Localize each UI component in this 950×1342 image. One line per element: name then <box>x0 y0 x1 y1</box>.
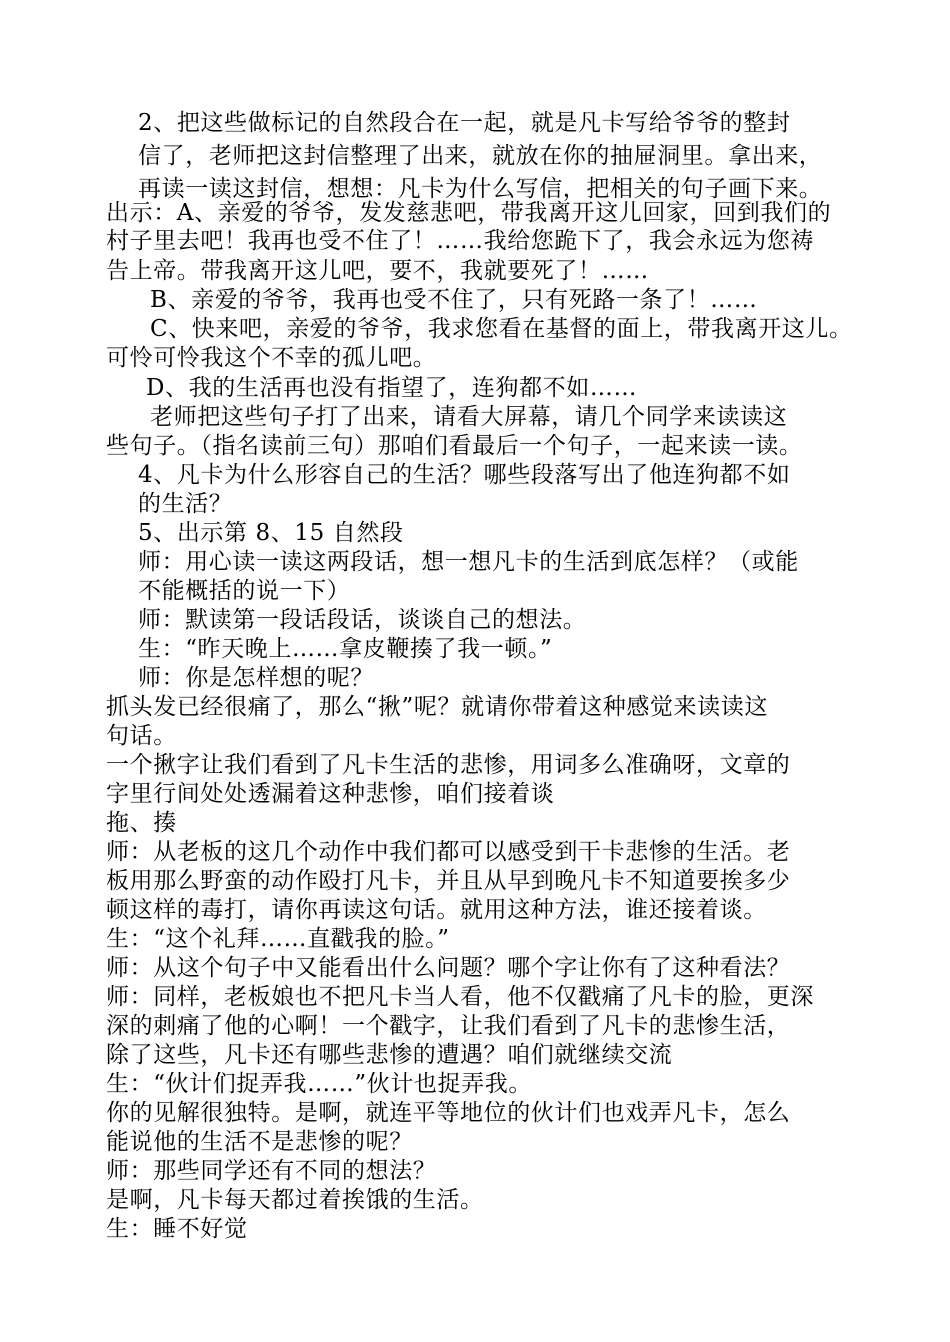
text-line: 除了这些，凡卡还有哪些悲惨的遭遇？咱们就继续交流 <box>106 1042 673 1068</box>
text-line: 老师把这些句子打了出来，请看大屏幕，请几个同学来读读这 <box>150 404 788 430</box>
text-line: 字里行间处处透漏着这种悲惨，咱们接着谈 <box>106 781 555 807</box>
text-line: 生：“昨天晚上……拿皮鞭揍了我一顿。” <box>138 636 553 662</box>
text-line: 是啊，凡卡每天都过着挨饿的生活。 <box>106 1187 484 1213</box>
text-line: 抓头发已经很痛了，那么“揪”呢？就请你带着这种感觉来读读这 <box>106 694 768 720</box>
text-line: 村子里去吧！我再也受不住了！……我给您跪下了，我会永远为您祷 <box>106 228 814 254</box>
text-line: 句话。 <box>106 723 177 749</box>
text-line: 师：那些同学还有不同的想法？ <box>106 1158 437 1184</box>
text-line: 的生活？ <box>138 491 233 517</box>
text-line: 师：你是怎样想的呢？ <box>138 665 374 691</box>
text-line: 师：从老板的这几个动作中我们都可以感受到干卡悲惨的生活。老 <box>106 839 791 865</box>
text-line: 师：用心读一读这两段话，想一想凡卡的生活到底怎样？（或能 <box>138 549 799 575</box>
text-line: 师：默读第一段话段话，谈谈自己的想法。 <box>138 607 587 633</box>
text-line: 拖、揍 <box>106 810 177 836</box>
text-line: 师：从这个句子中又能看出什么问题？哪个字让你有了这种看法？ <box>106 955 791 981</box>
text-line: 顿这样的毒打，请你再读这句话。就用这种方法，谁还接着谈。 <box>106 897 767 923</box>
text-line: 能说他的生活不是悲惨的呢？ <box>106 1129 413 1155</box>
text-line: 生：“伙计们捉弄我……”伙计也捉弄我。 <box>106 1071 532 1097</box>
text-line: 你的见解很独特。是啊，就连平等地位的伙计们也戏弄凡卡，怎么 <box>106 1100 791 1126</box>
text-line: 告上帝。带我离开这儿吧，要不，我就要死了！…… <box>106 258 649 284</box>
text-line: 些句子。（指名读前三句）那咱们看最后一个句子，一起来读一读。 <box>106 433 803 459</box>
text-line: C、快来吧，亲爱的爷爷，我求您看在基督的面上，带我离开这儿。 <box>150 316 853 342</box>
text-line: 可怜可怜我这个不幸的孤儿吧。 <box>106 345 437 371</box>
text-line: 再读一读这封信，想想：凡卡为什么写信，把相关的句子画下来。 <box>138 176 823 202</box>
text-line: 2、把这些做标记的自然段合在一起，就是凡卡写给爷爷的整封 <box>138 110 791 136</box>
text-line: 生：“这个礼拜……直戳我的脸。” <box>106 926 450 952</box>
text-line: 生：睡不好觉 <box>106 1216 248 1242</box>
text-line: 不能概括的说一下） <box>138 578 351 604</box>
text-line: 板用那么野蛮的动作殴打凡卡，并且从早到晚凡卡不知道要挨多少 <box>106 868 791 894</box>
text-line: 一个揪字让我们看到了凡卡生活的悲惨，用词多么准确呀，文章的 <box>106 752 791 778</box>
text-line: 信了，老师把这封信整理了出来，就放在你的抽屉洞里。拿出来， <box>138 143 823 169</box>
text-line: 深的刺痛了他的心啊！一个戳字，让我们看到了凡卡的悲惨生活， <box>106 1013 791 1039</box>
text-line: 出示：A、亲爱的爷爷，发发慈悲吧，带我离开这儿回家，回到我们的 <box>106 200 832 226</box>
text-line: D、我的生活再也没有指望了，连狗都不如…… <box>146 375 638 401</box>
text-line: 5、出示第 8、15 自然段 <box>138 520 404 546</box>
text-line: 师：同样，老板娘也不把凡卡当人看，他不仅戳痛了凡卡的脸，更深 <box>106 984 814 1010</box>
text-line: B、亲爱的爷爷，我再也受不住了，只有死路一条了！…… <box>150 287 758 313</box>
text-line: 4、凡卡为什么形容自己的生活？哪些段落写出了他连狗都不如 <box>138 462 791 488</box>
